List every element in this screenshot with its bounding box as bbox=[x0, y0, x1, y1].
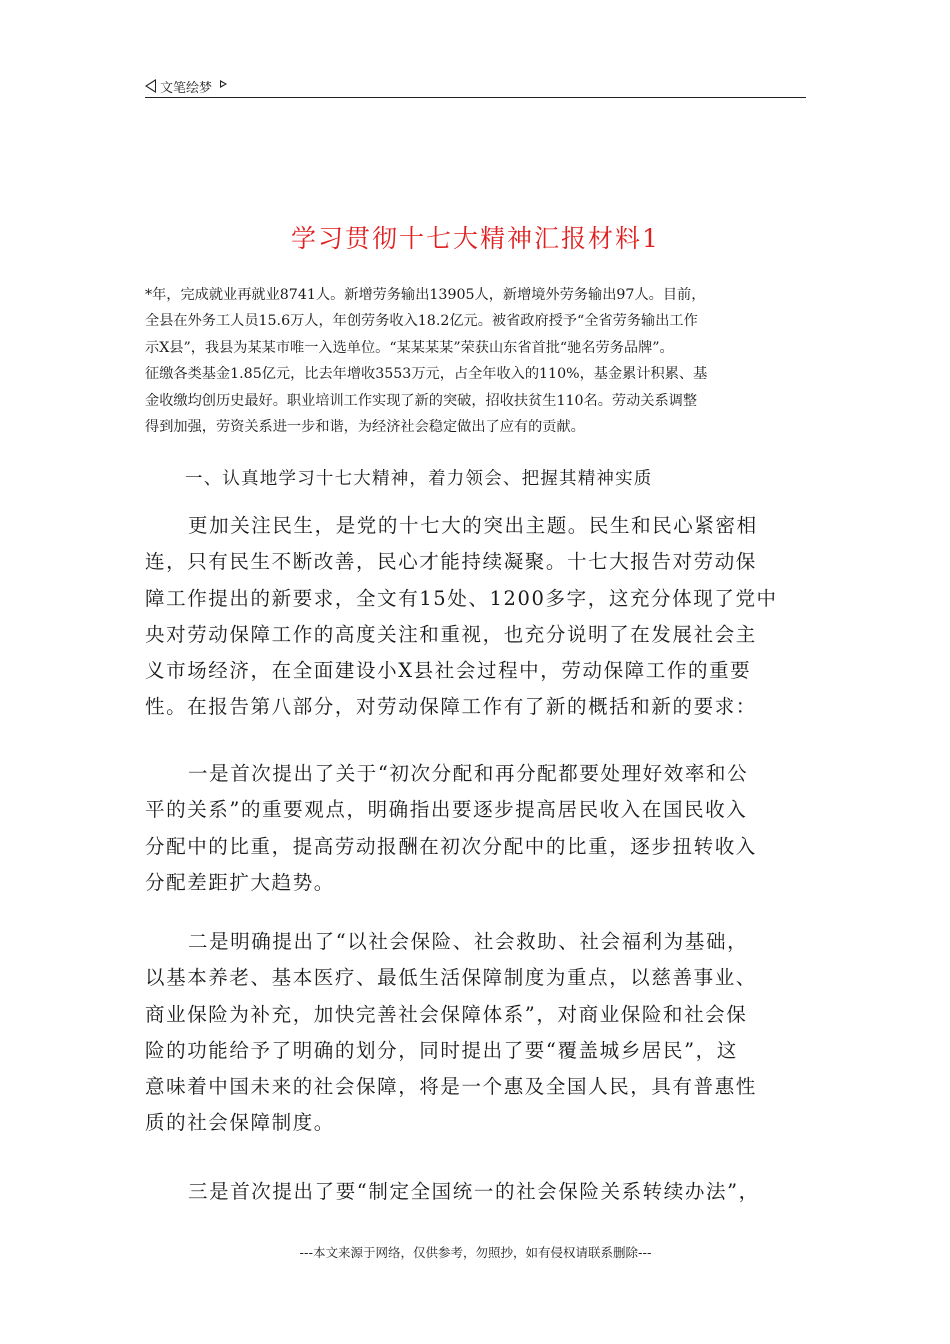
header-divider bbox=[145, 97, 806, 98]
body-line: 意味着中国未来的社会保障，将是一个惠及全国人民，具有普惠性 bbox=[145, 1075, 757, 1099]
intro-line: *年，完成就业再就业8741人。新增劳务输出13905人，新增境外劳务输出97人。目前， bbox=[145, 287, 706, 303]
body-paragraph-3 bbox=[145, 924, 806, 1142]
body-line: 二是明确提出了“以社会保险、社会救助、社会福利为基础， bbox=[188, 930, 749, 953]
body-line: 分配中的比重，提高劳动报酬在初次分配中的比重，逐步扭转收入 bbox=[145, 834, 757, 858]
intro-paragraph bbox=[145, 282, 806, 440]
body-line: 连，只有民生不断改善，民心才能持续凝聚。十七大报告对劳动保 bbox=[145, 550, 757, 574]
intro-line: 征缴各类基金1.85亿元，比去年增收3553万元，占全年收入的110%，基金累计积累、基 bbox=[145, 366, 708, 383]
body-line: 义市场经济，在全面建设小X县社会过程中，劳动保障工作的重要 bbox=[145, 659, 752, 683]
intro-line: 得到加强，劳资关系进一步和谐，为经济社会稳定做出了应有的贡献。 bbox=[145, 419, 585, 436]
body-paragraph-1 bbox=[145, 508, 806, 726]
section-heading: 一、认真地学习十七大精神，着力领会、把握其精神实质 bbox=[185, 469, 653, 489]
triangle-left-icon bbox=[145, 79, 156, 93]
body-line: 一是首次提出了关于“初次分配和再分配都要处理好效率和公 bbox=[188, 762, 749, 785]
document-title: 学习贯彻十七大精神汇报材料1 bbox=[291, 224, 660, 253]
intro-line: 全县在外务工人员15.6万人，年创劳务收入18.2亿元。被省政府授予“全省劳务输出工作 bbox=[145, 313, 698, 330]
footer-notice: ---本文来源于网络，仅供参考，勿照抄，如有侵权请联系删除--- bbox=[299, 1245, 652, 1260]
body-line: 商业保险为补充，加快完善社会保障体系”，对商业保险和社会保 bbox=[145, 1002, 748, 1026]
body-line: 分配差距扩大趋势。 bbox=[145, 870, 335, 894]
page-header bbox=[145, 74, 806, 98]
body-paragraph-4 bbox=[145, 1174, 806, 1210]
body-line: 险的功能给予了明确的划分，同时提出了要“覆盖城乡居民”，这 bbox=[145, 1038, 738, 1062]
triangle-right-icon bbox=[220, 80, 227, 88]
body-line: 以基本养老、基本医疗、最低生活保障制度为重点，以慈善事业、 bbox=[145, 966, 757, 990]
body-line: 更加关注民生，是党的十七大的突出主题。民生和民心紧密相 bbox=[188, 514, 758, 537]
header-brand: 文笔绘梦 bbox=[160, 80, 213, 96]
body-line: 央对劳动保障工作的高度关注和重视，也充分说明了在发展社会主 bbox=[145, 622, 757, 646]
body-line: 平的关系”的重要观点，明确指出要逐步提高居民收入在国民收入 bbox=[145, 798, 748, 822]
body-line: 三是首次提出了要“制定全国统一的社会保险关系转续办法”， bbox=[188, 1180, 760, 1203]
body-line: 障工作提出的新要求，全文有15处、1200多字，这充分体现了党中 bbox=[145, 586, 778, 610]
body-paragraph-2 bbox=[145, 756, 806, 901]
body-line: 性。在报告第八部分，对劳动保障工作有了新的概括和新的要求： bbox=[145, 695, 757, 719]
body-line: 质的社会保障制度。 bbox=[145, 1111, 335, 1135]
intro-line: 金收缴均创历史最好。职业培训工作实现了新的突破，招收扶贫生110名。劳动关系调整 bbox=[145, 392, 698, 409]
intro-line: 示X县”，我县为某某市唯一入选单位。“某某某某”荣获山东省首批“驰名劳务品牌”。 bbox=[145, 339, 674, 356]
